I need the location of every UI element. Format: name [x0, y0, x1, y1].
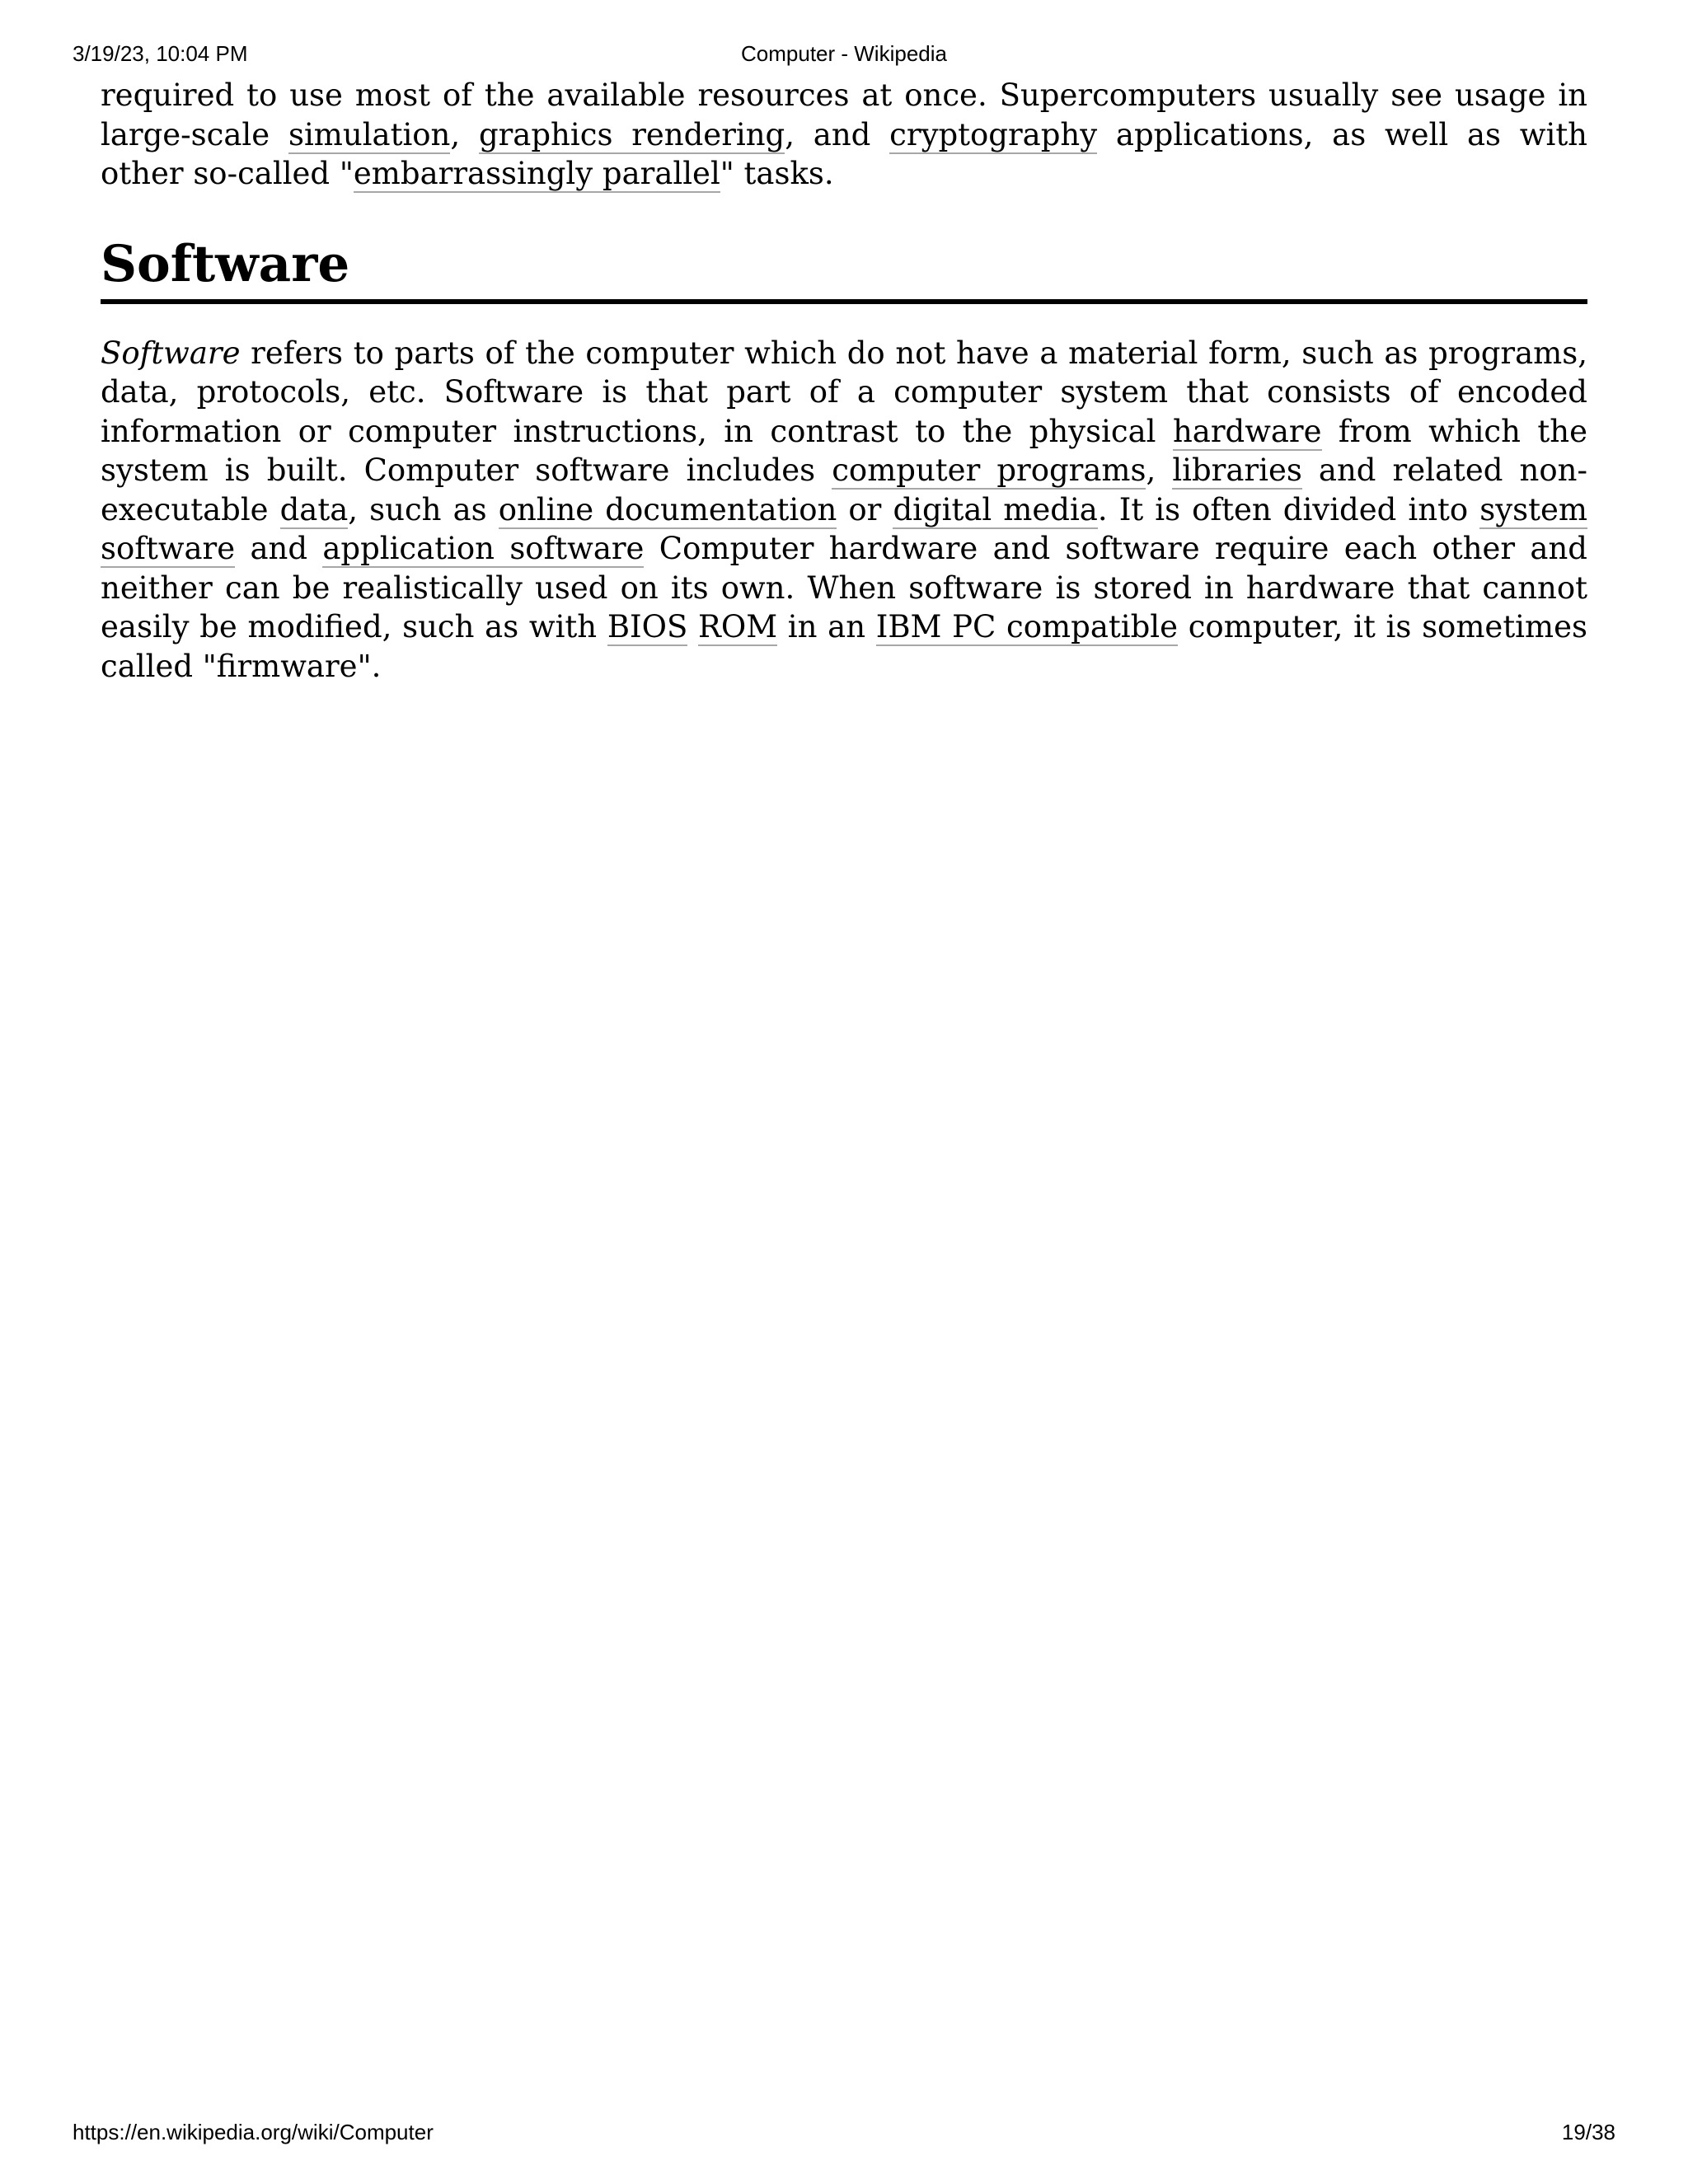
paragraph-text: , [450, 116, 479, 152]
link-application-software[interactable]: application software [322, 531, 645, 566]
software-paragraph [101, 334, 1587, 687]
print-page-number: 19/38 [1561, 2120, 1615, 2144]
link-computer-programs[interactable]: computer programs [832, 452, 1146, 488]
paragraph-text: computer, it is sometimes called "firmware". [101, 609, 1587, 684]
paragraph-text: , such as [348, 491, 499, 527]
paragraph-text: from which the system is built. Computer software includes [101, 413, 1587, 488]
link-online-documentation[interactable]: online documentation [498, 491, 837, 527]
paragraph-text: Computer hardware and software require each other and neither can be realistically used on its own. When software is stored in hardware that cannot easily be modified, such as with [101, 531, 1587, 644]
paragraph-text: . It is often divided into [1097, 491, 1480, 527]
link-ibm-pc-compatible[interactable]: IBM PC compatible [875, 609, 1178, 644]
link-system-software[interactable]: system software [101, 491, 1587, 566]
print-datetime: 3/19/23, 10:04 PM [73, 41, 248, 66]
print-footer [73, 2118, 1615, 2146]
link-bios[interactable]: BIOS [607, 609, 688, 644]
link-embarrassingly-parallel[interactable]: embarrassingly parallel [353, 156, 720, 191]
link-cryptography[interactable]: cryptography [889, 116, 1098, 152]
section-heading-software: Software [101, 233, 1587, 304]
paragraph-text: , [1146, 452, 1173, 488]
paragraph-text: required to use most of the available resources at once. Supercomputers usually see usage in large-scale [101, 77, 1587, 152]
paragraph-text: or [837, 491, 893, 527]
paragraph-text: applications, as well as with other so-called " [101, 116, 1588, 191]
intro-paragraph [101, 76, 1587, 194]
paragraph-text: " tasks. [720, 156, 834, 191]
link-data[interactable]: data [279, 491, 349, 527]
paragraph-text: , and [785, 116, 890, 152]
print-url: https://en.wikipedia.org/wiki/Computer [73, 2120, 434, 2144]
paragraph-text: in an [777, 609, 876, 644]
link-simulation[interactable]: simulation [288, 116, 451, 152]
print-page-title: Computer - Wikipedia [741, 41, 947, 66]
link-rom[interactable]: ROM [698, 609, 778, 644]
paragraph-text [687, 609, 698, 644]
link-libraries[interactable]: libraries [1172, 452, 1302, 488]
term-software: Software [101, 335, 241, 371]
link-graphics-rendering[interactable]: graphics rendering [478, 116, 785, 152]
link-digital-media[interactable]: digital media [893, 491, 1098, 527]
link-hardware[interactable]: hardware [1172, 413, 1322, 449]
article-content [101, 76, 1587, 686]
paragraph-text: and [235, 531, 323, 566]
paragraph-text: refers to parts of the computer which do not have a material form, such as programs, data, protocols, etc. Software is that part of a computer system that consists of encoded information or computer instructions, in contrast to the physical [101, 335, 1587, 449]
paragraph-text: and related non-executable [101, 452, 1587, 527]
print-header [73, 40, 1615, 68]
